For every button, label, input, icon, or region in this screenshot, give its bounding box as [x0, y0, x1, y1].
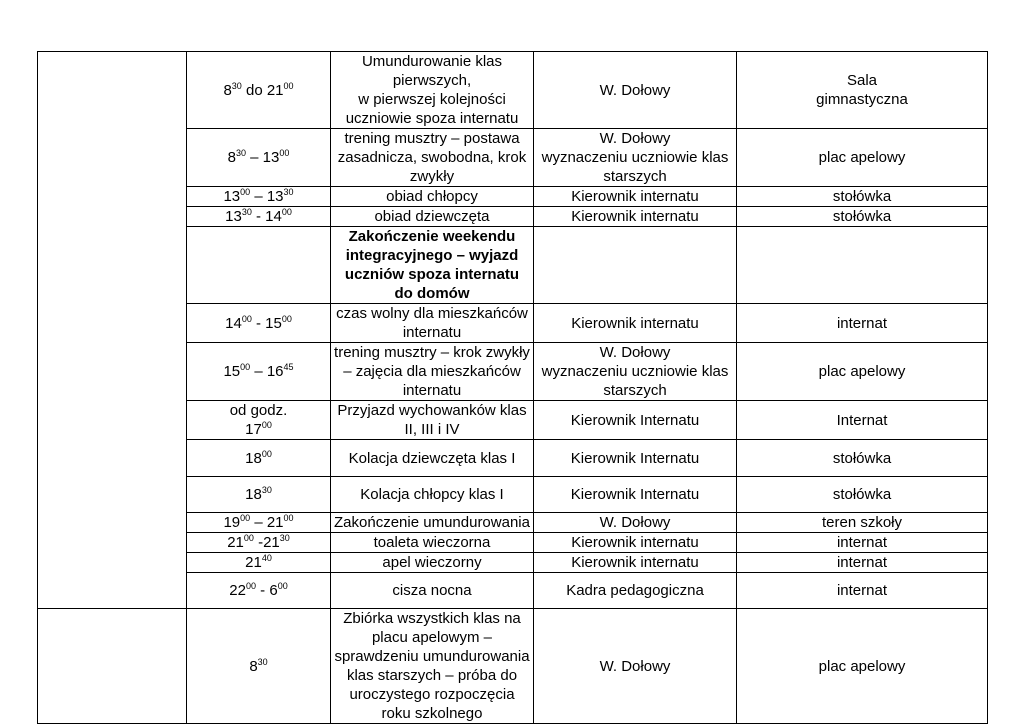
- schedule-body: [38, 52, 988, 724]
- time-cell: $18^{30}$: [187, 477, 331, 513]
- day-cell: [38, 609, 187, 724]
- responsible-cell: Kierownik internatu: [534, 304, 737, 343]
- activity-cell: apel wieczorny: [331, 553, 534, 573]
- activity-cell: trening musztry – postawa zasadnicza, swobodna, krok zwykły: [331, 129, 534, 187]
- time-cell: $15^{00} - 16^{45}$: [187, 343, 331, 401]
- time-cell: [187, 227, 331, 304]
- time-cell: $13^{00} - 13^{30}$: [187, 187, 331, 207]
- activity-cell: obiad chłopcy: [331, 187, 534, 207]
- time-cell: $21^{00}$ $-21^{30}$: [187, 533, 331, 553]
- time-cell: $14^{00} - 15^{00}$: [187, 304, 331, 343]
- activity-cell: Zbiórka wszystkich klas na placu apelowym – sprawdzeniu umundurowania klas starszych – próba do uroczystego rozpoczęcia roku szkolnego: [331, 609, 534, 724]
- schedule-table: [37, 51, 988, 724]
- activity-cell: obiad dziewczęta: [331, 207, 534, 227]
- responsible-cell: W. Dołowy wyznaczeniu uczniowie klas starszych: [534, 343, 737, 401]
- place-cell: plac apelowy: [737, 343, 988, 401]
- responsible-cell: W. Dołowy wyznaczeniu uczniowie klas starszych: [534, 129, 737, 187]
- activity-cell: Umundurowanie klas pierwszych, w pierwszej kolejności uczniowie spoza internatu: [331, 52, 534, 129]
- responsible-cell: Kierownik internatu: [534, 533, 737, 553]
- responsible-cell: W. Dołowy: [534, 52, 737, 129]
- schedule-row: [38, 609, 988, 724]
- schedule-row: [38, 52, 988, 129]
- responsible-cell: [534, 227, 737, 304]
- time-cell: od godz. $17^{00}$: [187, 401, 331, 440]
- place-cell: internat: [737, 553, 988, 573]
- activity-cell: Zakończenie weekendu integracyjnego – wyjazd uczniów spoza internatu do domów: [331, 227, 534, 304]
- responsible-cell: W. Dołowy: [534, 609, 737, 724]
- responsible-cell: Kierownik internatu: [534, 553, 737, 573]
- place-cell: internat: [737, 573, 988, 609]
- time-cell: $8^{30}$ do $21^{00}$: [187, 52, 331, 129]
- place-cell: stołówka: [737, 440, 988, 477]
- activity-cell: Kolacja chłopcy klas I: [331, 477, 534, 513]
- responsible-cell: Kierownik Internatu: [534, 440, 737, 477]
- time-cell: $22^{00} - 6^{00}$: [187, 573, 331, 609]
- place-cell: teren szkoły: [737, 513, 988, 533]
- activity-cell: toaleta wieczorna: [331, 533, 534, 553]
- responsible-cell: Kadra pedagogiczna: [534, 573, 737, 609]
- time-prefix: od godz.: [229, 402, 288, 419]
- time-cell: $21^{40}$: [187, 553, 331, 573]
- place-cell: stołówka: [737, 477, 988, 513]
- activity-cell: trening musztry – krok zwykły – zajęcia dla mieszkańców internatu: [331, 343, 534, 401]
- activity-cell: Przyjazd wychowanków klas II, III i IV: [331, 401, 534, 440]
- responsible-cell: Kierownik internatu: [534, 187, 737, 207]
- place-cell: Sala gimnastyczna: [737, 52, 988, 129]
- activity-cell: czas wolny dla mieszkańców internatu: [331, 304, 534, 343]
- place-cell: [737, 227, 988, 304]
- responsible-cell: Kierownik Internatu: [534, 477, 737, 513]
- place-cell: plac apelowy: [737, 609, 988, 724]
- responsible-cell: Kierownik internatu: [534, 207, 737, 227]
- responsible-cell: W. Dołowy: [534, 513, 737, 533]
- day-cell: [38, 52, 187, 609]
- place-cell: internat: [737, 304, 988, 343]
- time-cell: $8^{30}$: [187, 609, 331, 724]
- responsible-cell: Kierownik Internatu: [534, 401, 737, 440]
- activity-cell: Kolacja dziewczęta klas I: [331, 440, 534, 477]
- place-cell: stołówka: [737, 187, 988, 207]
- place-cell: internat: [737, 533, 988, 553]
- time-cell: $18^{00}$: [187, 440, 331, 477]
- time-cell: $19^{00} - 21^{00}$: [187, 513, 331, 533]
- place-cell: stołówka: [737, 207, 988, 227]
- activity-cell: Zakończenie umundurowania: [331, 513, 534, 533]
- place-cell: Internat: [737, 401, 988, 440]
- time-cell: $13^{30} - 14^{00}$: [187, 207, 331, 227]
- activity-cell: cisza nocna: [331, 573, 534, 609]
- time-cell: $8^{30} - 13^{00}$: [187, 129, 331, 187]
- place-cell: plac apelowy: [737, 129, 988, 187]
